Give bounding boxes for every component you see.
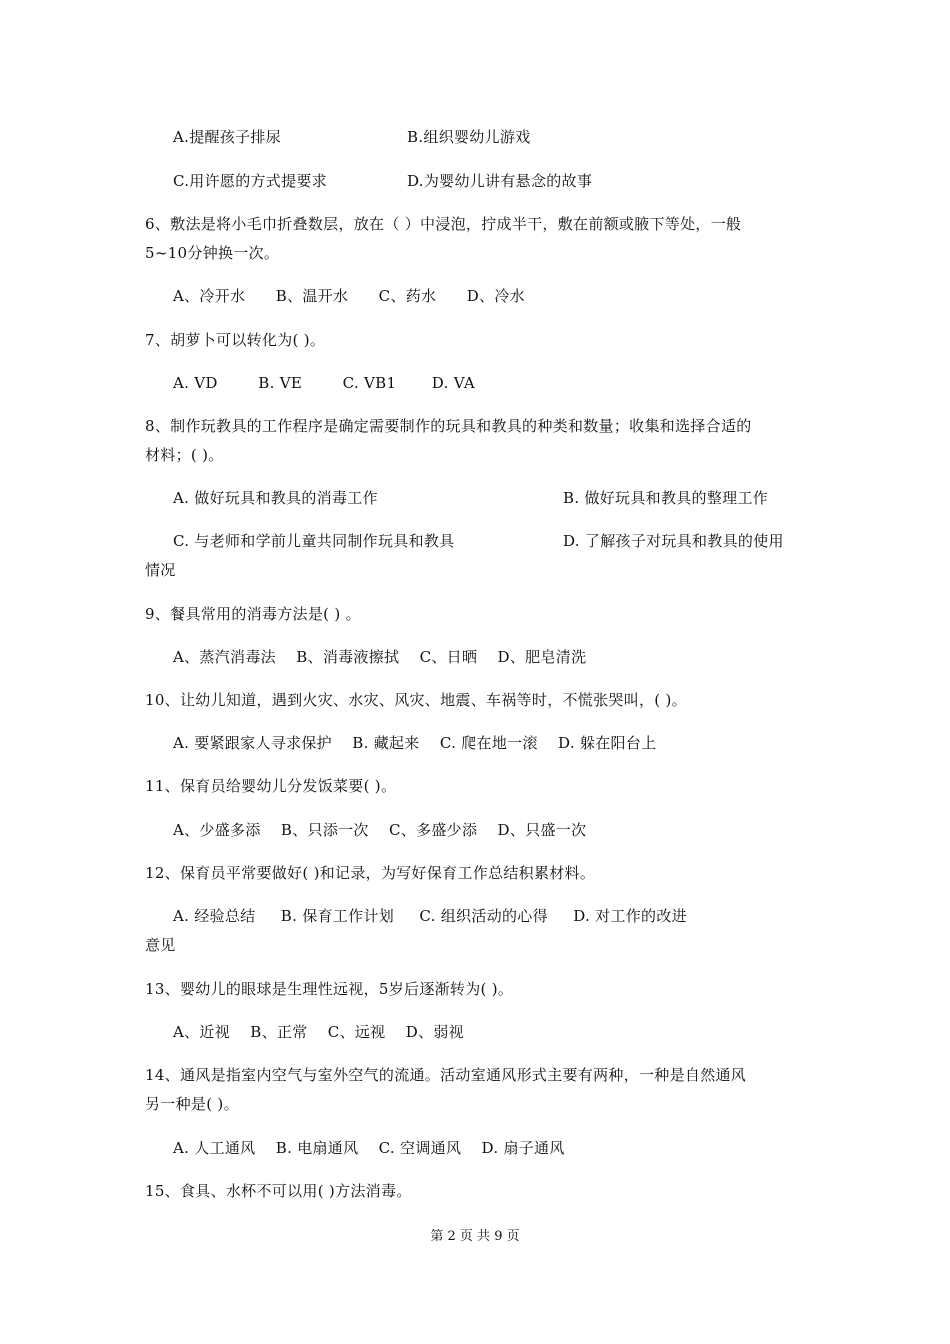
q5-option-b: B.组织婴幼儿游戏 (407, 128, 531, 146)
q6-stem-line1: 6、敷法是将小毛巾折叠数层，放在（ ）中浸泡，拧成半干，敷在前额或腋下等处，一般 (145, 215, 742, 233)
q14-stem-line1: 14、通风是指室内空气与室外空气的流通。活动室通风形式主要有两种，一种是自然通风 (145, 1066, 747, 1084)
q11-stem: 11、保育员给婴幼儿分发饭菜要( )。 (145, 777, 397, 795)
q13-stem: 13、婴幼儿的眼球是生理性远视，5岁后逐渐转为( )。 (145, 980, 514, 998)
q14-options: A. 人工通风 B. 电扇通风 C. 空调通风 D. 扇子通风 (173, 1139, 565, 1157)
q6-stem-line2: 5~10分钟换一次。 (145, 244, 280, 262)
q9-options: A、蒸汽消毒法 B、消毒液擦拭 C、日晒 D、肥皂清洗 (173, 648, 587, 666)
q13-options: A、近视 B、正常 C、远视 D、弱视 (173, 1023, 464, 1041)
q11-options: A、少盛多添 B、只添一次 C、多盛少添 D、只盛一次 (173, 821, 587, 839)
q5-option-a: A.提醒孩子排尿 (173, 128, 282, 146)
q8-option-d: D. 了解孩子对玩具和教具的使用 (563, 532, 784, 550)
q15-stem: 15、食具、水杯不可以用( )方法消毒。 (145, 1182, 412, 1200)
q14-stem-line2: 另一种是( )。 (145, 1095, 239, 1113)
q7-options: A. VD B. VE C. VB1 D. VA (173, 374, 475, 392)
q10-options: A. 要紧跟家人寻求保护 B. 藏起来 C. 爬在地一滚 D. 躲在阳台上 (173, 734, 657, 752)
q6-options: A、冷开水 B、温开水 C、药水 D、冷水 (173, 287, 525, 305)
q12-stem: 12、保育员平常要做好( )和记录，为写好保育工作总结积累材料。 (145, 864, 596, 882)
q8-stem-line1: 8、制作玩教具的工作程序是确定需要制作的玩具和教具的种类和数量；收集和选择合适的 (145, 417, 752, 435)
q8-stem-line2: 材料；( )。 (145, 446, 224, 464)
q8-option-a: A. 做好玩具和教具的消毒工作 (173, 489, 378, 507)
q8-option-d-continuation: 情况 (145, 561, 176, 579)
q7-stem: 7、胡萝卜可以转化为( )。 (145, 331, 326, 349)
q9-stem: 9、餐具常用的消毒方法是( ) 。 (145, 605, 361, 623)
q12-option-continuation: 意见 (145, 936, 176, 954)
q8-option-c: C. 与老师和学前儿童共同制作玩具和教具 (173, 532, 455, 550)
q5-option-c: C.用许愿的方式提要求 (173, 172, 328, 190)
q10-stem: 10、让幼儿知道，遇到火灾、水灾、风灾、地震、车祸等时，不慌张哭叫，( )。 (145, 691, 687, 709)
q12-options: A. 经验总结 B. 保育工作计划 C. 组织活动的心得 D. 对工作的改进 (173, 907, 687, 925)
q8-option-b: B. 做好玩具和教具的整理工作 (563, 489, 769, 507)
q5-option-d: D.为婴幼儿讲有悬念的故事 (407, 172, 593, 190)
page-number-footer: 第 2 页 共 9 页 (430, 1229, 520, 1244)
